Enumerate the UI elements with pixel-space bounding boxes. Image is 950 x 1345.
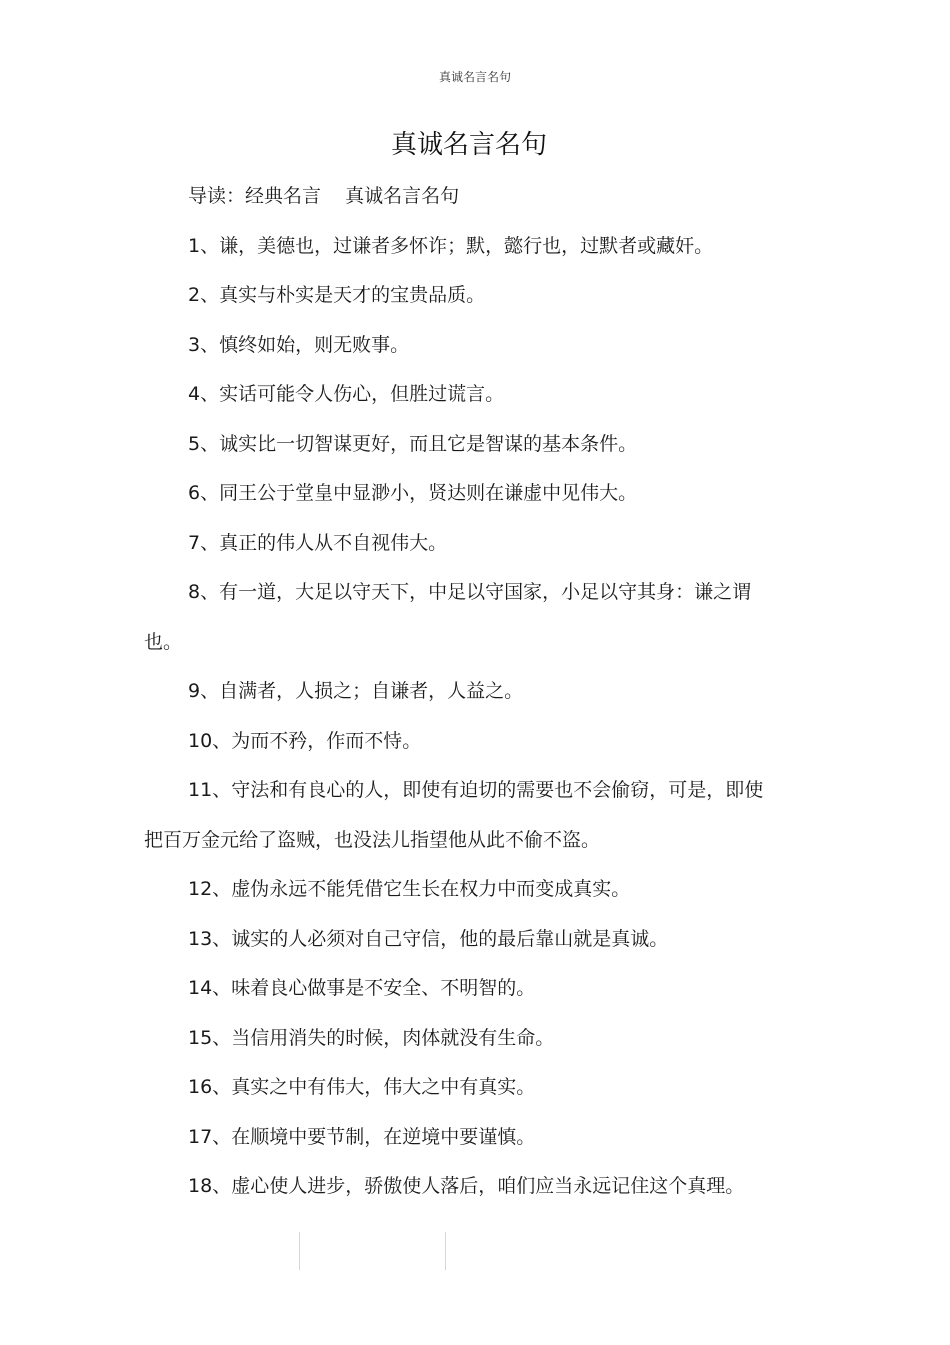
quote-item [144,1113,776,1163]
footer-divider-right [445,1232,446,1270]
quote-text: 有一道，大足以守天下，中足以守国家，小足以守其身：谦之谓也。 [144,581,752,653]
quote-item [144,1063,776,1113]
footer-decoration [0,1232,950,1270]
quote-text: 谦，美德也，过谦者多怀诈；默，懿行也，过默者或藏奸。 [219,234,714,257]
quote-item [144,1162,776,1212]
quote-number: 16、 [188,1076,232,1098]
quote-number: 13、 [188,927,232,950]
quote-text: 实话可能令人伤心，但胜过谎言。 [219,383,505,405]
quote-number: 15、 [188,1026,232,1049]
quote-text: 诚实的人必须对自己守信，他的最后靠山就是真诚。 [231,927,669,950]
quote-text: 虚心使人进步，骄傲使人落后，咱们应当永远记住这个真理。 [231,1175,745,1197]
quote-number: 3、 [188,333,220,356]
quote-text: 慎终如始，则无败事。 [219,333,410,356]
quote-item [144,420,776,470]
quote-text: 在顺境中要节制，在逆境中要谨慎。 [231,1125,536,1148]
document-title: 真诚名言名句 [390,130,547,160]
quote-text: 味着良心做事是不安全、不明智的。 [231,977,536,999]
quote-number: 4、 [188,383,220,405]
running-header: 真诚名言名句 [438,70,511,84]
quote-text: 当信用消失的时候，肉体就没有生命。 [231,1026,555,1049]
document-body [144,172,776,1212]
quote-number: 12、 [188,878,232,900]
quote-item [144,717,776,767]
quote-item [144,667,776,717]
quote-item [144,964,776,1014]
quote-number: 5、 [188,432,220,455]
quote-list [144,222,776,1212]
quote-number: 14、 [188,977,232,999]
quote-item [144,370,776,420]
quote-text: 真正的伟人从不自视伟大。 [219,531,448,554]
quote-item [144,222,776,272]
footer-divider-left [299,1232,300,1270]
quote-number: 18、 [188,1175,232,1197]
quote-number: 10、 [188,729,232,752]
quote-number: 6、 [188,482,220,504]
quote-number: 2、 [188,284,220,306]
quote-text: 守法和有良心的人，即使有迫切的需要也不会偷窃，可是，即使把百万金元给了盗贼，也没法儿指望他从此不偷不盗。 [144,779,764,851]
quote-number: 17、 [188,1125,232,1148]
quote-number: 1、 [188,234,220,257]
quote-item [144,865,776,915]
quote-text: 同王公于堂皇中显渺小，贤达则在谦虚中见伟大。 [219,482,638,504]
quote-number: 7、 [188,531,220,554]
quote-text: 为而不矜，作而不恃。 [231,729,422,752]
quote-item [144,1014,776,1064]
quote-item [144,321,776,371]
quote-text: 真实与朴实是天才的宝贵品质。 [219,284,486,306]
quote-text: 虚伪永远不能凭借它生长在权力中而变成真实。 [231,878,631,900]
quote-text: 自满者，人损之；自谦者，人益之。 [219,680,524,702]
quote-item [144,271,776,321]
intro-line: 导读：经典名言 真诚名言名句 [188,185,460,207]
quote-item [144,568,776,667]
quote-item [144,766,776,865]
quote-item [144,915,776,965]
quote-item [144,519,776,569]
quote-text: 真实之中有伟大，伟大之中有真实。 [231,1076,536,1098]
quote-number: 8、 [188,581,220,603]
quote-item [144,469,776,519]
quote-number: 9、 [188,680,220,702]
quote-text: 诚实比一切智谋更好，而且它是智谋的基本条件。 [219,432,638,455]
quote-number: 11、 [188,779,232,801]
